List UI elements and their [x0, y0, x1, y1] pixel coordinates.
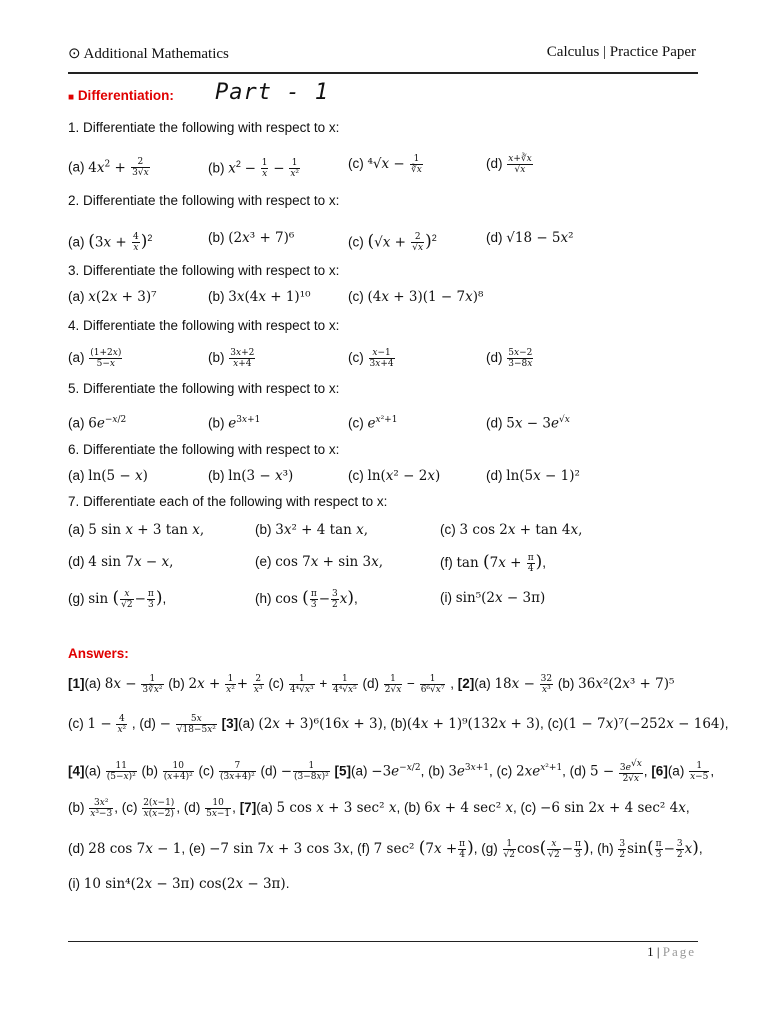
q2-a: (a) (3x + $\frac{4}{x}$ )$^2$: [68, 231, 153, 254]
q2-d: (d) √18 − 5x²: [486, 230, 574, 246]
q7-h: (h) cos ( $\frac{\pi}{3}$ − $\frac{3}{2}$ x),: [255, 588, 358, 610]
header-rule: [68, 72, 698, 74]
question-3-prompt: 3. Differentiate the following with respect to x:: [68, 263, 340, 278]
q3-c: (c) (4x + 3)(1 − 7x)⁸: [348, 289, 484, 305]
page-separator: |: [653, 944, 663, 959]
q7-i: (i) sin⁵(2x − 3π): [440, 590, 546, 606]
q5-d: (d) $5x - 3e^{√x}$: [486, 415, 570, 432]
answers-heading: [68, 644, 129, 664]
footer-rule: [68, 941, 698, 942]
q5-a: (a) $6e^{-x/2}$: [68, 415, 127, 432]
question-6-prompt: 6. Differentiate the following with respect to x:: [68, 442, 340, 457]
q7-e: (e) cos 7x + sin 3x,: [255, 554, 384, 570]
section-heading: [68, 86, 174, 108]
answers-line-3: [4](a) $\frac{11}{\text{(5−x)²}}$ (b) $\frac{10}{\text{(x+4)²}}$ (c) $\frac{7}{\text{(3x+4)²}}$ (d) − $\frac{1}{\text{(3−8x)²}}$ $[5](a) -3e^{-x/2}$, (b) $3e^{3x+1}$, (c) $2xe^{x^2+1}$, (d) 5 − $\frac{3e^{√x}}{2√x}$ , [6](a) $\frac{1}{x-5}$ ,: [68, 759, 715, 785]
header-subject: ⊙ Additional Mathematics: [68, 46, 229, 62]
page-number: 1: [647, 944, 654, 959]
q4-d: (d) $\frac{5x-2}{3-8x}$: [486, 348, 533, 369]
answers-line-5: (d) 28 cos 7x − 1, (e) −7 sin 7x + 3 cos 3x, (f) 7 sec² (7x + $\frac{\pi}{4}$ ), (g) $\frac{1}{√2}$ cos( $\frac{x}{√2}$ − $\frac{\pi}{3}$ ), (h) $\frac{3}{2}$ sin( $\frac{\pi}{3}$ − $\frac{3}{2}$ x),: [68, 838, 703, 860]
header-paper-title: Calculus | Practice Paper: [546, 44, 696, 60]
q7-b: (b) 3x² + 4 tan x,: [255, 522, 369, 538]
q4-b: (b) $\frac{3x+2}{x+4}$: [208, 348, 255, 369]
section-title: Differentiation:: [77, 88, 174, 103]
q5-b: (b) $e^{3x+1}$: [208, 415, 261, 432]
q2-c: (c) (√x + $\frac{2}{√x}$ )$^2$: [348, 231, 437, 254]
q5-c: (c) $e^{x^2+1}$: [348, 415, 398, 432]
page-footer: [647, 944, 696, 960]
q1-d: (d) $\frac{x+∛x}{√x}$: [486, 154, 532, 175]
answers-line-6: (i) 10 sin⁴(2x − 3π) cos(2x − 3π).: [68, 876, 290, 892]
section-marker: ■: [68, 92, 75, 103]
answers-title: Answers:: [68, 646, 129, 661]
q7-c: (c) 3 cos 2x + tan 4x,: [440, 522, 583, 538]
q7-g: (g) sin ( $\frac{x}{√2}$ − $\frac{\pi}{3}$ ),: [68, 588, 167, 610]
q3-a: (a) x(2x + 3)⁷: [68, 289, 157, 305]
q7-f: (f) tan (7x + $\frac{\pi}{4}$ ),: [440, 552, 547, 574]
q1-a: (a) $4x^2$ + $\frac{2}{3√x}$: [68, 157, 149, 179]
q6-c: (c) ln(x² − 2x): [348, 468, 441, 484]
q1-c: (c) ⁴√x − $\frac{1}{∛x}$: [348, 154, 422, 175]
question-1-prompt: 1. Differentiate the following with respect to x:: [68, 120, 340, 135]
page-header: [68, 44, 696, 66]
answers-line-1: [1](a) 8x − $\frac{1}{\text{3∛x²}}$ (b) 2x + $\frac{1}{\text{x²}}$ + $\frac{2}{\text{x³}}$ (c) $\frac{1}{\text{4⁴√x³}}$ + $\frac{1}{\text{4⁴√x⁵}}$ (d) $\frac{1}{2√x}$ − $\frac{1}{\text{6⁶√x⁷}}$ , [2](a) 18x − $\frac{32}{\text{x³}}$ (b) 36x²(2x³ + 7)⁵: [68, 674, 675, 695]
question-5-prompt: 5. Differentiate the following with respect to x:: [68, 381, 340, 396]
q6-b: (b) ln(3 − x³): [208, 468, 294, 484]
q6-d: (d) ln(5x − 1)²: [486, 468, 580, 484]
q2-b: (b) (2x³ + 7)⁶: [208, 230, 295, 246]
q4-c: (c) $\frac{x-1}{3x+4}$: [348, 348, 394, 369]
question-7-prompt: 7. Differentiate each of the following with respect to x:: [68, 494, 388, 509]
answers-line-2: (c) 1 − $\frac{4}{\text{x²}}$ , (d) − $\frac{5x}{\text{√18−5x²}}$ [3](a) (2x + 3)⁶(16x + 3), (b)(4x + 1)⁹(132x + 3), (c)(1 − 7x)⁷(−252x − 164),: [68, 714, 729, 735]
question-4-prompt: 4. Differentiate the following with respect to x:: [68, 318, 340, 333]
q4-a: (a) $\frac{(1+2x)}{5-x}$: [68, 348, 122, 369]
q3-b: (b) 3x(4x + 1)¹⁰: [208, 289, 311, 305]
handwritten-part-label: Part - 1: [215, 80, 329, 105]
q6-a: (a) ln(5 − x): [68, 468, 148, 484]
page-label: Page: [662, 944, 696, 959]
q7-d: (d) 4 sin 7x − x,: [68, 554, 174, 570]
q1-b: (b) $x^2$ − $\frac{1}{x}$ − $\frac{1}{\text{x²}}$: [208, 158, 299, 180]
question-2-prompt: 2. Differentiate the following with respect to x:: [68, 193, 340, 208]
q7-a: (a) 5 sin x + 3 tan x,: [68, 522, 205, 538]
answers-line-4: (b) $\frac{\text{3x²}}{\text{x³−3}}$ , (c) $\frac{2(x-1)}{x(x-2)}$ , (d) $\frac{10}{5x-1}$ , [7](a) 5 cos x + 3 sec² x, (b) 6x + 4 sec² x, (c) −6 sin 2x + 4 sec² 4x,: [68, 798, 690, 819]
